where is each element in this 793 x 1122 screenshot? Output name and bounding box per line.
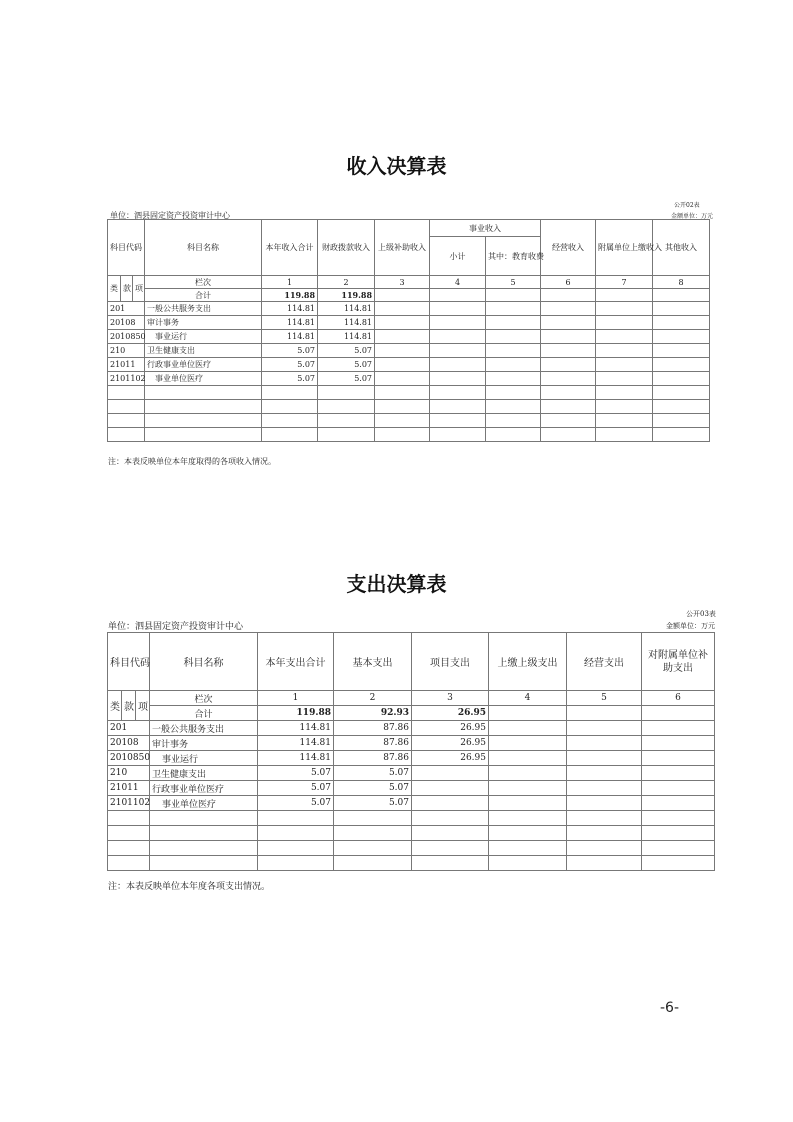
income-form-no: 公开02表 [674, 202, 700, 209]
table-row [108, 302, 710, 316]
expense-total-basic: 92.93 [334, 706, 412, 721]
expense-row-total: 114.81 [258, 751, 334, 766]
expense-row-name: 事业单位医疗 [150, 796, 258, 811]
income-title: 收入决算表 [346, 154, 447, 178]
expense-header-operating: 经营支出 [567, 633, 642, 691]
expense-row-project [412, 781, 489, 796]
income-header-business: 事业收入 [430, 220, 541, 237]
expense-row-name: 卫生健康支出 [150, 766, 258, 781]
income-col-num: 3 [375, 276, 430, 289]
income-header-education: 其中：教育收费 [486, 237, 541, 276]
income-total-label: 合计 [145, 289, 262, 302]
table-row [108, 736, 715, 751]
income-col-num: 1 [262, 276, 318, 289]
expense-col-num: 2 [334, 691, 412, 706]
table-row [108, 796, 715, 811]
table-row [108, 316, 710, 330]
table-row [108, 330, 710, 344]
table-row [108, 781, 715, 796]
expense-form-no: 公开03表 [686, 610, 716, 618]
expense-row-name: 事业运行 [150, 751, 258, 766]
expense-row-name: 审计事务 [150, 736, 258, 751]
expense-unit: 单位：泗县固定资产投资审计中心 [108, 622, 244, 632]
table-row [108, 372, 710, 386]
income-row-total: 5.07 [262, 372, 318, 386]
expense-header-subsidy: 对附属单位补助支出 [642, 633, 715, 691]
income-row-total: 5.07 [262, 358, 318, 372]
income-row-total: 5.07 [262, 344, 318, 358]
income-row-name: 卫生健康支出 [145, 344, 262, 358]
income-row-name: 事业单位医疗 [145, 372, 262, 386]
income-row-fiscal: 114.81 [318, 302, 375, 316]
expense-row-project [412, 796, 489, 811]
expense-row-total: 114.81 [258, 721, 334, 736]
expense-row-code: 20108 [108, 736, 150, 751]
page-number: -6- [660, 1000, 680, 1016]
expense-row-project: 26.95 [412, 751, 489, 766]
income-row-code: 2101102 [108, 372, 145, 386]
income-total-fiscal: 119.88 [318, 289, 375, 302]
expense-row-total: 5.07 [258, 781, 334, 796]
expense-row-basic: 5.07 [334, 781, 412, 796]
expense-row-total: 114.81 [258, 736, 334, 751]
expense-row-project [412, 766, 489, 781]
income-row-name: 一般公共服务支出 [145, 302, 262, 316]
income-header-code: 科目代码 [108, 220, 145, 276]
expense-header-basic: 基本支出 [334, 633, 412, 691]
income-header-lanci: 栏次 [145, 276, 262, 289]
expense-header-kuan: 款 [122, 691, 136, 721]
expense-col-num: 6 [642, 691, 715, 706]
income-col-num: 4 [430, 276, 486, 289]
income-row-name: 审计事务 [145, 316, 262, 330]
expense-note: 注：本表反映单位本年度各项支出情况。 [108, 882, 271, 892]
income-header-subtotal: 小计 [430, 237, 486, 276]
table-row [108, 766, 715, 781]
expense-total-label: 合计 [150, 706, 258, 721]
expense-row-code: 201 [108, 721, 150, 736]
expense-col-num: 3 [412, 691, 489, 706]
expense-total-total: 119.88 [258, 706, 334, 721]
income-row-fiscal: 114.81 [318, 330, 375, 344]
expense-header-total: 本年支出合计 [258, 633, 334, 691]
income-note: 注：本表反映单位本年度取得的各项收入情况。 [108, 457, 276, 466]
income-header-operating: 经营收入 [541, 220, 596, 276]
table-row [108, 721, 715, 736]
expense-table [107, 632, 715, 871]
income-col-num: 8 [653, 276, 710, 289]
table-row [108, 751, 715, 766]
table-row [108, 358, 710, 372]
income-total-total: 119.88 [262, 289, 318, 302]
income-col-num: 6 [541, 276, 596, 289]
expense-col-num: 1 [258, 691, 334, 706]
income-col-num: 7 [596, 276, 653, 289]
income-row-code: 210 [108, 344, 145, 358]
income-row-name: 行政事业单位医疗 [145, 358, 262, 372]
income-row-total: 114.81 [262, 302, 318, 316]
income-row-code: 201 [108, 302, 145, 316]
income-header-fiscal: 财政拨款收入 [318, 220, 375, 276]
expense-header-code: 科目代码 [108, 633, 150, 691]
income-header-lei: 类 [108, 276, 121, 302]
income-header-other: 其他收入 [653, 220, 710, 276]
income-header-subordinate: 附属单位上缴收入 [596, 220, 653, 276]
income-row-total: 114.81 [262, 316, 318, 330]
expense-header-lei: 类 [108, 691, 122, 721]
expense-row-code: 2010850 [108, 751, 150, 766]
expense-row-code: 2101102 [108, 796, 150, 811]
expense-row-basic: 87.86 [334, 736, 412, 751]
expense-row-basic: 87.86 [334, 751, 412, 766]
expense-col-num: 5 [567, 691, 642, 706]
expense-row-total: 5.07 [258, 766, 334, 781]
expense-header-project: 项目支出 [412, 633, 489, 691]
expense-title: 支出决算表 [346, 572, 447, 596]
income-row-fiscal: 5.07 [318, 372, 375, 386]
income-header-kuan: 款 [121, 276, 133, 302]
income-row-fiscal: 114.81 [318, 316, 375, 330]
expense-row-basic: 5.07 [334, 766, 412, 781]
expense-header-xiang: 项 [136, 691, 150, 721]
expense-row-basic: 87.86 [334, 721, 412, 736]
income-table [107, 219, 710, 442]
expense-row-total: 5.07 [258, 796, 334, 811]
expense-row-project: 26.95 [412, 721, 489, 736]
income-row-fiscal: 5.07 [318, 344, 375, 358]
expense-row-project: 26.95 [412, 736, 489, 751]
expense-header-lanci: 栏次 [150, 691, 258, 706]
expense-money-unit: 金额单位：万元 [666, 622, 715, 630]
income-row-code: 20108 [108, 316, 145, 330]
income-header-total: 本年收入合计 [262, 220, 318, 276]
income-unit: 单位：泗县固定资产投资审计中心 [110, 211, 230, 220]
income-money-unit: 金额单位：万元 [671, 213, 714, 220]
expense-header-name: 科目名称 [150, 633, 258, 691]
expense-col-num: 4 [489, 691, 567, 706]
income-col-num: 2 [318, 276, 375, 289]
table-row [108, 344, 710, 358]
expense-row-code: 21011 [108, 781, 150, 796]
income-row-code: 2010850 [108, 330, 145, 344]
income-col-num: 5 [486, 276, 541, 289]
income-row-fiscal: 5.07 [318, 358, 375, 372]
income-row-code: 21011 [108, 358, 145, 372]
income-row-name: 事业运行 [145, 330, 262, 344]
expense-header-superior: 上缴上级支出 [489, 633, 567, 691]
income-header-superior: 上级补助收入 [375, 220, 430, 276]
expense-row-name: 行政事业单位医疗 [150, 781, 258, 796]
expense-row-basic: 5.07 [334, 796, 412, 811]
income-header-name: 科目名称 [145, 220, 262, 276]
expense-row-code: 210 [108, 766, 150, 781]
expense-total-project: 26.95 [412, 706, 489, 721]
income-row-total: 114.81 [262, 330, 318, 344]
income-header-xiang: 项 [133, 276, 145, 302]
expense-row-name: 一般公共服务支出 [150, 721, 258, 736]
